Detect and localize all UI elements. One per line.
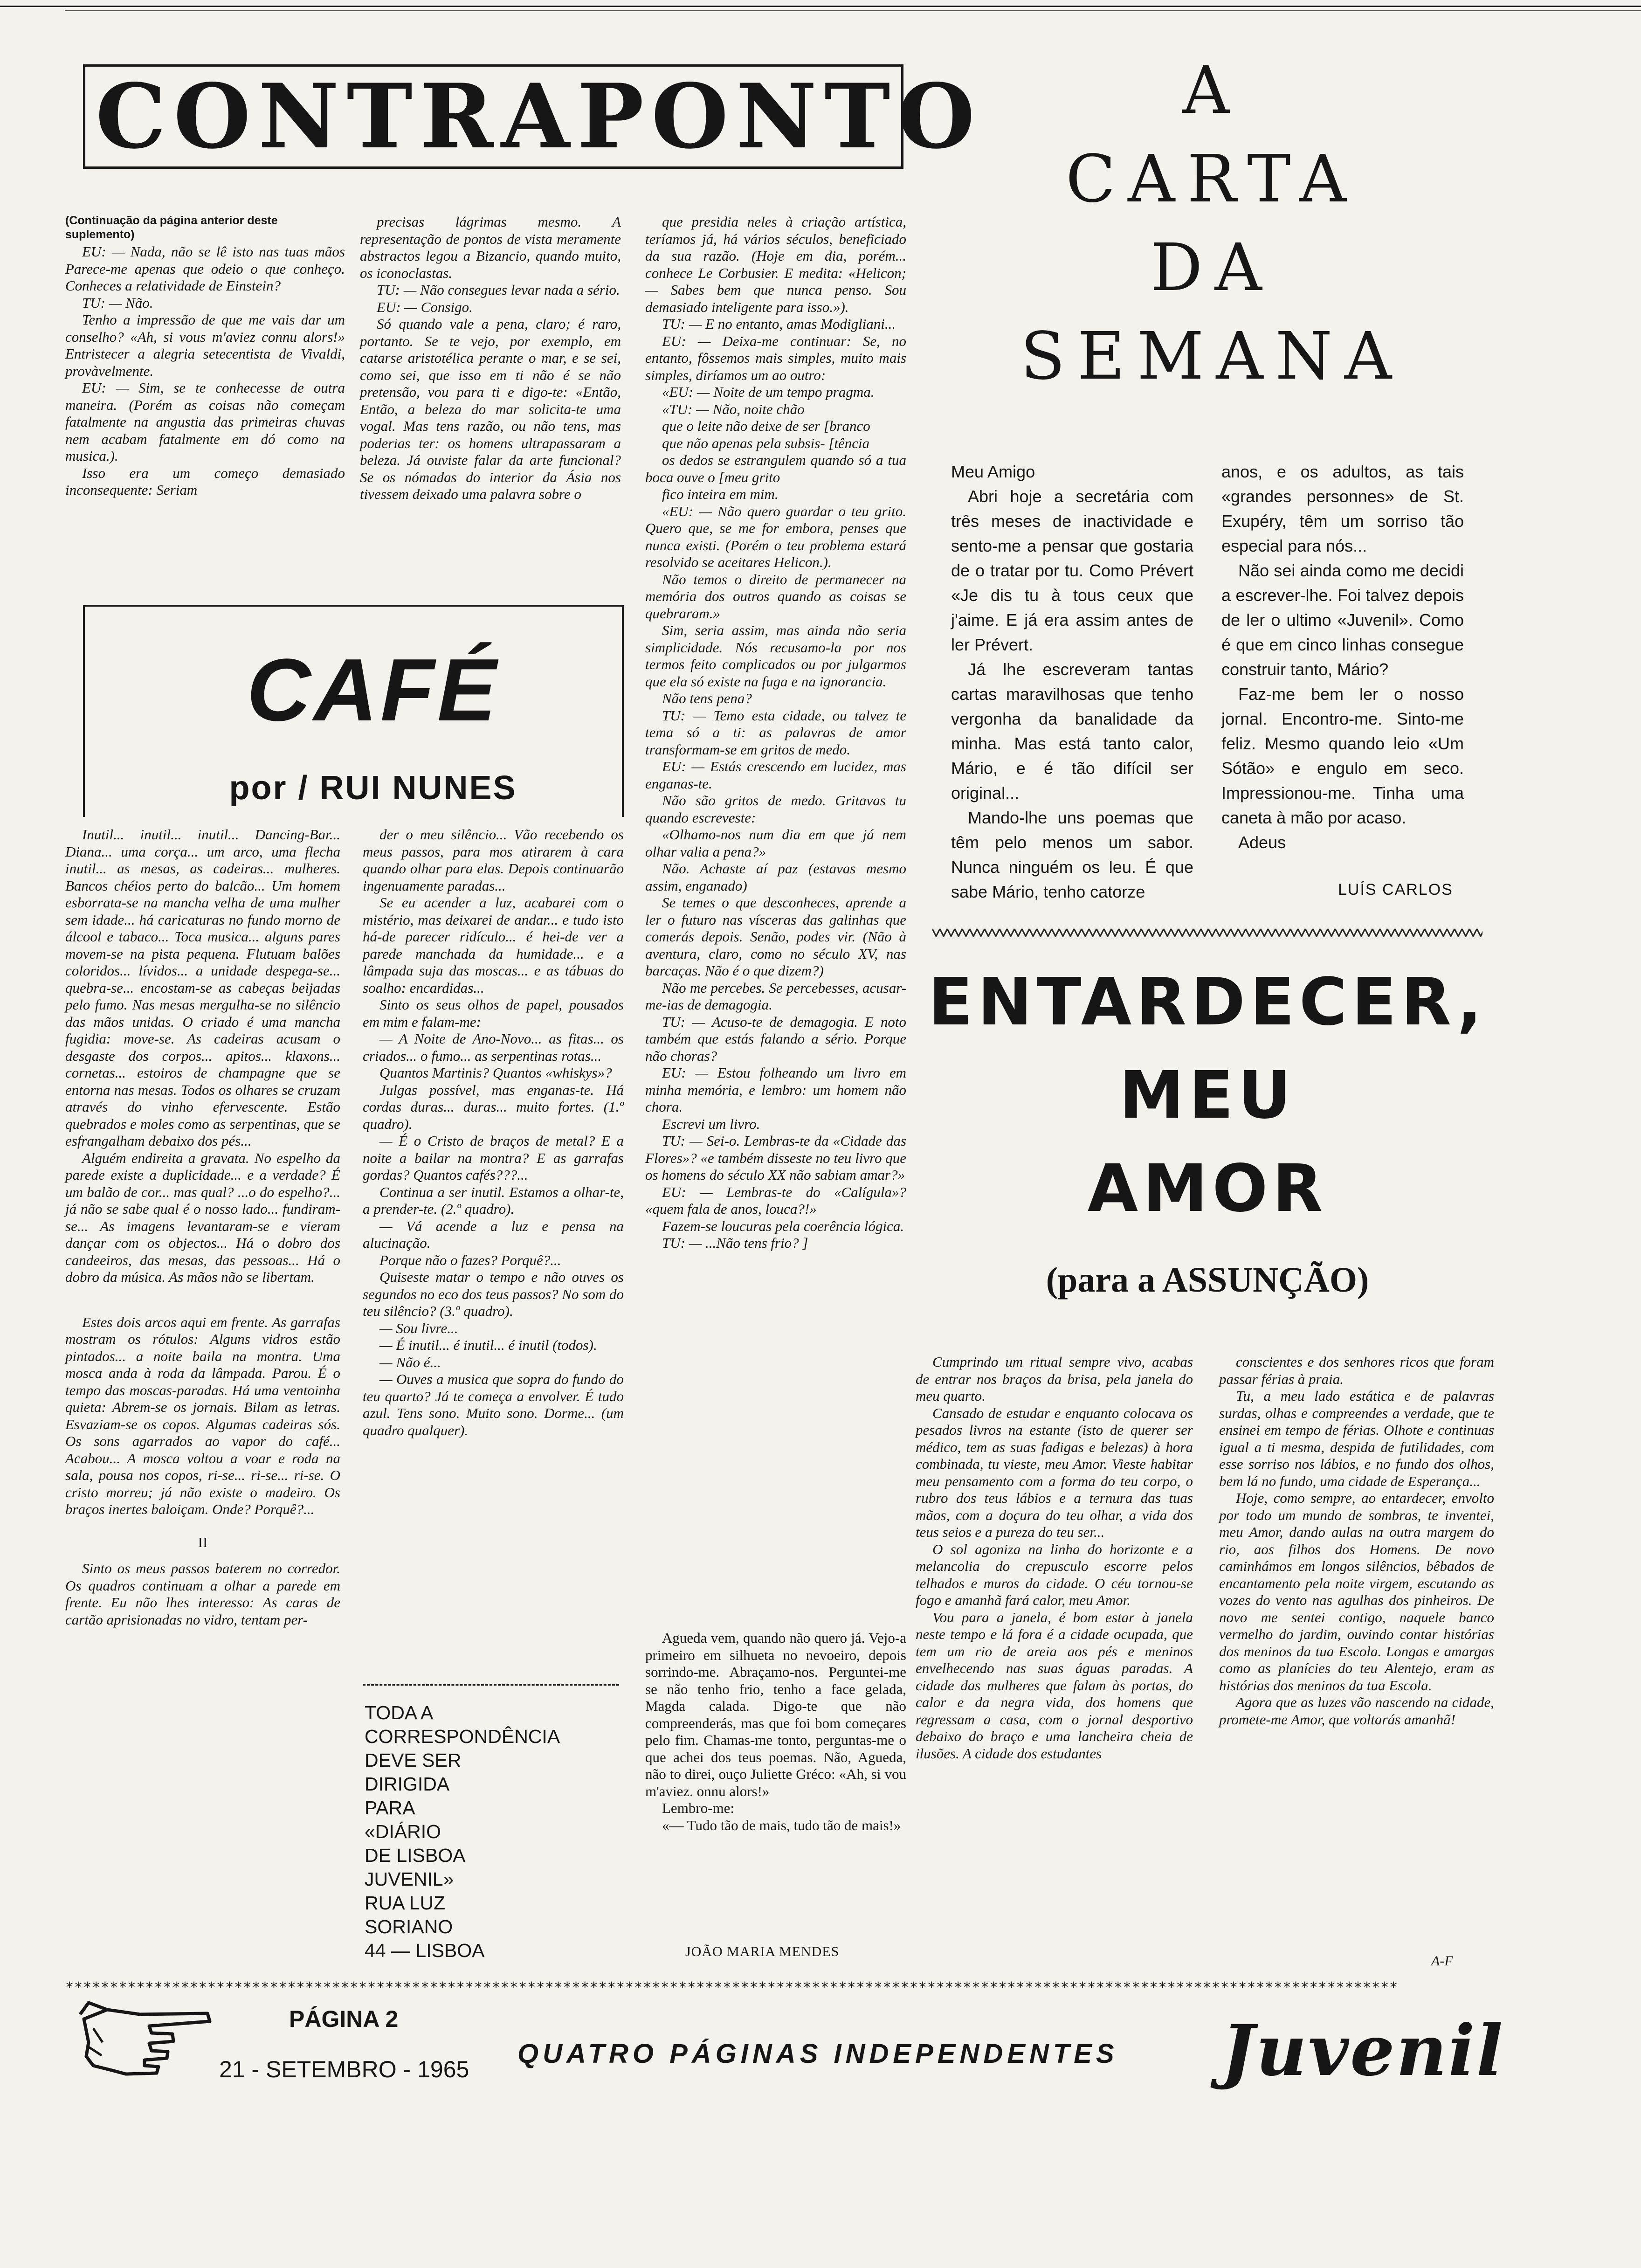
contraponto-paragraph: TU: — E no entanto, amas Modigliani...: [662, 316, 896, 332]
contraponto-paragraph: EU: — Sim, se te conhecesse de outra maneira. (Porém as coisas não começam fatalmente na angustia das primeiras chuvas nem acabam fatalmente em dó como na musica.).: [65, 380, 345, 464]
contraponto-paragraph: os dedos se estrangulem quando só a tua boca ouve o [meu grito: [645, 452, 906, 485]
contraponto-col3: [645, 214, 906, 1617]
correspondence-line: 44 — LISBOA: [365, 1940, 485, 1961]
contraponto-paragraph: Só quando vale a pena, claro; é raro, portanto. Se te vejo, por exemplo, em catarse aristotélica perante o mar, e se sei, como sei, que isso em ti não é se não pretensão, vou para ti e digo-te: «Então, Então, a beleza do mar solicita-te uma vogal. Mas tens razão, ou não tens, mas poderias ter: os homens ultrapassaram a beleza. Já ouviste falar da arte funcional? Se os nómadas do interior da Ásia nos tivessem deixado uma palavra sobre o: [360, 316, 621, 502]
contraponto-paragraph: TU: — Temo esta cidade, ou talvez te tema só a ti: as palavras de amor transformam-se em gritos de medo.: [645, 707, 906, 758]
carta-title-line: A: [1182, 53, 1242, 129]
cafe-paragraph: Estes dois arcos aqui em frente. As garrafas mostram os rótulos: Alguns vidros estão pintados... a noite baila na montra. Uma mosca anda à roda da lâmpada. Parou. É o tempo das moscas-paradas. Há uma ventoinha quieta: Abrem-se os jornais. Bilam as letras. Esvaziam-se os copos. Algumas cadeiras sós. Os sons agarrados ao vapor do café... Acabou... A mosca voltou a voar e roda na sala, pousa nos copos, ri-se... ri-se... ri-se. O cristo morreu; já não existe o madeiro. Os braços inertes baloiçam. Onde? Porquê?...: [65, 1314, 340, 1517]
cafe-paragraph: — Ouves a musica que sopra do fundo do teu quarto? Já te começa a envolver. É tudo azul. Tens sono. Muito sono. Dorme... (um quadro qualquer).: [363, 1371, 624, 1438]
carta-paragraph: Adeus: [1238, 833, 1286, 852]
carta-paragraph: anos, e os adultos, as tais «grandes personnes» de St. Exupéry, têm um sorriso tão especial para nós...: [1221, 462, 1464, 555]
cafe-paragraph: Julgas possível, mas enganas-te. Há cordas duras... duras... muito fortes. (1.º quadro).: [363, 1081, 624, 1132]
contraponto-paragraph: Tenho a impressão de que me vais dar um conselho? «Ah, si vous m'aviez connu alors!» Entristecer a alegria setecentista de Vivaldi, provàvelmente.: [65, 311, 345, 379]
correspondence-line: JUVENIL»: [365, 1868, 454, 1890]
footer-star-rule: ******************************************************************************************************************************************************: [65, 1979, 1399, 1996]
contraponto-col2: [360, 214, 621, 591]
cafe-paragraph: — Não é...: [379, 1354, 441, 1370]
contraponto-title: CONTRAPONTO: [96, 64, 983, 168]
carta-paragraph: Abri hoje a secretária com três meses de inactividade e sento-me a pensar que gostaria de o tratar por tu. Como Prévert «Je dis tu à tous ceux que j'aime. E já era assim antes de ler Prévert.: [951, 487, 1193, 654]
contraponto-paragraph: que presidia neles à criação artística, teríamos já, há vários séculos, beneficiado da sua razão. (Hoje em dia, porém... conhece Le Corbusier. E medita: «Helicon; — Sabes bem que nunca penso. Sou demasiado inteligente para isso.»).: [645, 214, 906, 315]
contraponto-paragraph: «EU: — Noite de um tempo pragma.: [662, 384, 875, 400]
cafe-paragraph: — Vá acende a luz e pensa na alucinação.: [363, 1217, 624, 1251]
carta-title: [932, 53, 1492, 394]
entardecer-title-line: ENTARDECER,: [928, 964, 1487, 1040]
carta-paragraph: Faz-me bem ler o nosso jornal. Encontro-me. Sinto-me feliz. Mesmo quando leio «Um Sótão» e engulo em seco. Impressionou-me. Tinha uma caneta à mão por acaso.: [1221, 685, 1464, 827]
entardecer-paragraph: Agora que as luzes vão nascendo na cidade, promete-me Amor, que voltarás amanhã!: [1219, 1694, 1494, 1728]
carta-title-line: CARTA: [1066, 141, 1358, 217]
contraponto-paragraph: que o leite não deixe de ser [branco: [662, 418, 870, 434]
correspondence-line: RUA LUZ: [365, 1892, 446, 1914]
correspondence-line: SORIANO: [365, 1916, 453, 1937]
correspondence-line: DE LISBOA: [365, 1845, 466, 1866]
entardecer-title-line: MEU: [1119, 1058, 1296, 1134]
contraponto-paragraph: Não tens pena?: [662, 690, 752, 706]
carta-zigzag-rule: [932, 928, 1482, 937]
carta-col1: [951, 459, 1193, 907]
cafe-paragraph: Sinto os meus passos baterem no corredor. Os quadros continuam a olhar a parede em frente. Eu não lhes interesso: As caras de cartão aprisionadas no vidro, tentam per-: [65, 1560, 340, 1628]
contraponto-paragraph: «Olhamo-nos num dia em que já nem olhar valia a pena?»: [645, 826, 906, 860]
entardecer-col2: [1219, 1354, 1494, 1946]
top-rule: [0, 6, 1641, 7]
carta-col2: [1221, 459, 1464, 860]
contraponto-paragraph: Escrevi um livro.: [662, 1115, 760, 1132]
contraponto-paragraph: EU: — Consigo.: [377, 298, 473, 315]
entardecer-paragraph: Tu, a meu lado estática e de palavras surdas, olhas e compreendes a verdade, que te ensinei em tempo de férias. Olhote e continuas igual a ti mesma, despida de futilidades, com esse sorriso nos lábios, e no fundo dos olhos, bem lá no fundo, uma cidade de Esperança...: [1219, 1388, 1494, 1489]
continuation-note: (Continuação da página anterior deste suplemento): [65, 214, 278, 241]
contraponto-paragraph: TU: — Sei-o. Lembras-te da «Cidade das Flores»? «e também disseste no teu livro que os homens do século XX não sabiam amar?»: [645, 1133, 906, 1183]
correspondence-line: PARA: [365, 1797, 415, 1819]
footer-date: 21 - SETEMBRO - 1965: [219, 2056, 469, 2082]
correspondence-line: TODA A: [365, 1702, 434, 1723]
cafe-paragraph: — Sou livre...: [379, 1320, 458, 1336]
entardecer-paragraph: Vou para a janela, é bom estar à janela neste tempo e lá fora é a cidade ocupada, que tem um rio de areia aos pés e meninos envelhecendo nas suas águas paradas. A cidade das mulheres que falam às portas, do calor e da negra vida, dos homens que regressam a casa, com o jornal desportivo debaixo do braço e uma lancheira cheia de ilusões. A cidade dos estudantes: [916, 1609, 1193, 1762]
cafe-paragraph: — É o Cristo de braços de metal? E a noite a bailar na montra? E as garrafas gordas? Quantos cafés???...: [363, 1133, 624, 1183]
contraponto-paragraph: Sim, seria assim, mas ainda não seria simplicidade. Nós recusamo-la por nos termos feito complicados ou por julgarmos que ela só existe na fuga e na ignorancia.: [645, 622, 906, 690]
cafe-paragraph: Se eu acender a luz, acabarei com o mistério, mas deixarei de andar... e tudo isto há-de parecer ridículo... é hei-de ver a parede manchada da humidade... e a lâmpada suja das moscas... e as tábuas do soalho: encardidas...: [363, 894, 624, 996]
cafe-paragraph: — É inutil... é inutil... é inutil (todos).: [379, 1337, 597, 1353]
contraponto-paragraph: Não são gritos de medo. Gritavas tu quando escreveste:: [645, 792, 906, 826]
contraponto-paragraph: Isso era um começo demasiado inconsequente: Seriam: [65, 464, 345, 498]
entardecer-title: [923, 956, 1492, 1236]
contraponto-paragraph: Lembro-me:: [662, 1800, 734, 1816]
contraponto-paragraph: TU: — ...Não tens frio? ]: [662, 1235, 808, 1251]
pointing-hand-icon: [75, 2000, 214, 2080]
correspondence-line: CORRESPONDÊNCIA: [365, 1726, 560, 1747]
contraponto-paragraph: Não me percebes. Se percebesses, acusar-me-ias de demagogia.: [645, 979, 906, 1013]
cafe-paragraph: Quiseste matar o tempo e não ouves os segundos no eco dos teus passos? No som do teu silêncio? (3.º quadro).: [363, 1269, 624, 1319]
contraponto-paragraph: EU: — Estou folheando um livro em minha memória, e lembro: um homem não chora.: [645, 1065, 906, 1115]
contraponto-paragraph: precisas lágrimas mesmo. A representação de pontos de vista meramente abstractos legou a Bizancio, quando muito, os iconoclastas.: [360, 214, 621, 281]
correspondence-line: DEVE SER: [365, 1749, 462, 1771]
correspondence-block: [365, 1701, 621, 1963]
cafe-paragraph: Porque não o fazes? Porquê?...: [379, 1252, 561, 1268]
cafe-title: CAFÉ: [247, 641, 499, 740]
correspondence-line: DIRIGIDA: [365, 1773, 450, 1795]
contraponto-paragraph: TU: — Acuso-te de demagogia. E noto também que estás falando a sério. Porque não choras?: [645, 1013, 906, 1064]
contraponto-paragraph: que não apenas pela subsis- [tência: [662, 435, 870, 451]
footer-page: PÁGINA 2: [289, 2006, 399, 2032]
carta-paragraph: Não sei ainda como me decidi a escrever-lhe. Foi talvez depois de ler o ultimo «Juvenil». Como é que em cinco linhas consegue construir tanto, Mário?: [1221, 561, 1464, 679]
cafe-paragraph: II: [198, 1534, 208, 1550]
cafe-paragraph: Alguém endireita a gravata. No espelho da parede existe a duplicidade... e a verdade? É um balão de cor... mas qual? ...o do espelho?... já não se sabe qual é o nosso lado... fundiram-se... As imagens levantaram-se e vieram dançar com os objectos... Há o dobro dos candeeiros, das mesas, das pessoas... Há o dobro da música. As mãos não se libertam.: [65, 1149, 340, 1285]
contraponto-paragraph: EU: — Estás crescendo em lucidez, mas enganas-te.: [645, 758, 906, 792]
carta-title-line: DA: [1150, 230, 1274, 306]
cafe-paragraph: Sinto os seus olhos de papel, pousados em mim e falam-me:: [363, 996, 624, 1030]
entardecer-title-line: AMOR: [1087, 1151, 1328, 1227]
contraponto-col3-plain: [645, 1630, 906, 1833]
entardecer-subtitle: (para a ASSUNÇÃO): [1046, 1260, 1369, 1300]
cafe-paragraph: Inutil... inutil... inutil... Dancing-Bar... Diana... uma corça... um arco, uma flecha inutil... as mesas, as cadeiras... mulheres. Bancos chéios perto do balcão... Um homem esborrata-se na mancha velha de uma mulher sem idade... há caricaturas no fundo morno de álcool e tabaco... Toca musica... alguns pares movem-se na pista pequena. Flutuam balões coloridos... lívidos... a unidade despega-se... quebra-se... encostam-se as cabeças beijadas pelo fumo. Nas mesas mergulha-se no silêncio das mãos unidas. O criado é uma mancha fugidia: move-se. As cadeiras acusam o desgaste dos corpos... apitos... klaxons... cornetas... estoiros de champagne que se entorna nas mesas. Todos os olhares se cruzam através do vinho efervescente. Estão quebrados e moles como as serpentinas, que se esfrangalham debaixo dos pés...: [65, 826, 340, 1149]
entardecer-paragraph: conscientes e dos senhores ricos que foram passar férias à praia.: [1219, 1354, 1494, 1387]
cafe-paragraph: — A Noite de Ano-Novo... as fitas... os criados... o fumo... as serpentinas rotas...: [363, 1030, 624, 1064]
correspondence-line: «DIÁRIO: [365, 1821, 441, 1842]
contraponto-paragraph: Não temos o direito de permanecer na memória dos outros quando as coisas se quebraram.»: [645, 571, 906, 622]
zigzag-ornament: [932, 928, 1482, 937]
footer-tagline: QUATRO PÁGINAS INDEPENDENTES: [517, 2039, 1118, 2069]
contraponto-col1: [65, 243, 345, 591]
entardecer-paragraph: Cansado de estudar e enquanto colocava os pesados livros na estante (isto de querer ser médico, tem as suas fadigas e belezas) à hora combinada, tu vieste, meu Amor. Vieste habitar meu pensamento com a forma do teu corpo, o rubro dos teus lábios e a ternura das tuas mãos, com a doçura do teu olhar, a vida dos teus seios e a pureza do teu ser...: [916, 1404, 1193, 1540]
entardecer-col1: [916, 1354, 1193, 1974]
contraponto-paragraph: TU: — Não.: [82, 294, 153, 311]
correspondence-rule: [363, 1684, 619, 1692]
carta-signature: LUÍS CARLOS: [1338, 881, 1453, 899]
contraponto-paragraph: Se temes o que desconheces, aprende a ler o futuro nas vísceras das galinhas que comerás depois. Senão, podes vir. (Não à aventura, claro, como no século XV, nas barcaças. Não é o que dizem?): [645, 894, 906, 979]
footer-brand: Juvenil: [1221, 2010, 1504, 2092]
contraponto-paragraph: TU: — Não consegues levar nada a sério.: [377, 282, 620, 298]
cafe-col2: [363, 826, 624, 1675]
contraponto-paragraph: «— Tudo tão de mais, tudo tão de mais!»: [662, 1817, 901, 1833]
carta-paragraph: Meu Amigo: [951, 462, 1035, 481]
contraponto-paragraph: «EU: — Não quero guardar o teu grito. Quero que, se me for embora, penses que nunca existi. (Porém o teu problema estará resolvido se aceitares Helicon.).: [645, 503, 906, 570]
cafe-paragraph: der o meu silêncio... Vão recebendo os meus passos, para mos atirarem à cara quando olhar para elas. Depois continuarão ingenuamente paradas...: [363, 826, 624, 894]
contraponto-paragraph: EU: — Lembras-te do «Calígula»? «quem fala de anos, louca?!»: [645, 1183, 906, 1217]
entardecer-paragraph: Hoje, como sempre, ao entardecer, envolto por todo um mundo de sombras, te inventei, meu Amor, dando aulas na outra margem do rio, aos filhos dos Homens. De novo caminhámos em longos silêncios, bêbados de encantamento pela noite virgem, escutando as vozes do vento nas agulhas dos pinheiros. De novo me sentei contigo, naquele banco vermelho do jardim, ouvindo contar histórias dos meninos da tua Escola. Longas e amargas como as planícies do teu Alentejo, eram as histórias dos meninos da tua Escola.: [1219, 1490, 1494, 1694]
contraponto-paragraph: Não. Achaste aí paz (estavas mesmo assim, enganado): [645, 860, 906, 894]
cafe-byline: por / RUI NUNES: [229, 769, 517, 807]
contraponto-paragraph: Fazem-se loucuras pela coerência lógica.: [662, 1217, 904, 1234]
contraponto-paragraph: Agueda vem, quando não quero já. Vejo-a primeiro em silhueta no nevoeiro, depois sorrindo-me. Abraçamo-nos. Perguntei-me se não tenho frio, tenho a face gelada, Magda calada. Digo-te que não compreenderás, mas que foi bom começares pelo fim. Chamas-me tonto, perguntas-me o que achei dos teus poemas. Não, Agueda, não to direi, ouço Juliette Gréco: «Ah, si vou m'aviez. onnu alors!»: [645, 1630, 906, 1799]
top-rule-thin: [65, 10, 1641, 11]
contraponto-paragraph: EU: — Nada, não se lê isto nas tuas mãos Parece-me apenas que odeio o que conheço. Conheces a relatividade de Einstein?: [65, 243, 345, 294]
contraponto-paragraph: «TU: — Não, noite chão: [662, 401, 805, 417]
carta-paragraph: Mando-lhe uns poemas que têm pelo menos um sabor. Nunca ninguém os leu. É que sabe Mário, tenho catorze: [951, 808, 1193, 901]
cafe-paragraph: Quantos Martinis? Quantos «whiskys»?: [379, 1065, 612, 1081]
carta-title-line: SEMANA: [1020, 318, 1404, 394]
cafe-paragraph: Continua a ser inutil. Estamos a olhar-te, a prender-te. (2.º quadro).: [363, 1183, 624, 1217]
contraponto-paragraph: EU: — Deixa-me continuar: Se, no entanto, fôssemos mais simples, muito mais simples, diríamos um ao outro:: [645, 332, 906, 383]
contraponto-paragraph: fico inteira em mim.: [662, 486, 779, 502]
entardecer-paragraph: Cumprindo um ritual sempre vivo, acabas de entrar nos braços da brisa, pela janela do meu quarto.: [916, 1354, 1193, 1404]
entardecer-signature: A-F: [1431, 1953, 1453, 1969]
cafe-col1: [65, 826, 340, 1973]
entardecer-paragraph: O sol agoniza na linha do horizonte e a melancolia do crepusculo escorre pelos telhados e muros da cidade. O céu tornou-se fogo e amanhã fará calor, meu Amor.: [916, 1541, 1193, 1608]
contraponto-author: JOÃO MARIA MENDES: [685, 1944, 840, 1959]
carta-paragraph: Já lhe escreveram tantas cartas maravilhosas que tenho vergonha da banalidade da minha. Mas está tanto calor, Mário, e é tão difícil ser original...: [951, 660, 1193, 802]
